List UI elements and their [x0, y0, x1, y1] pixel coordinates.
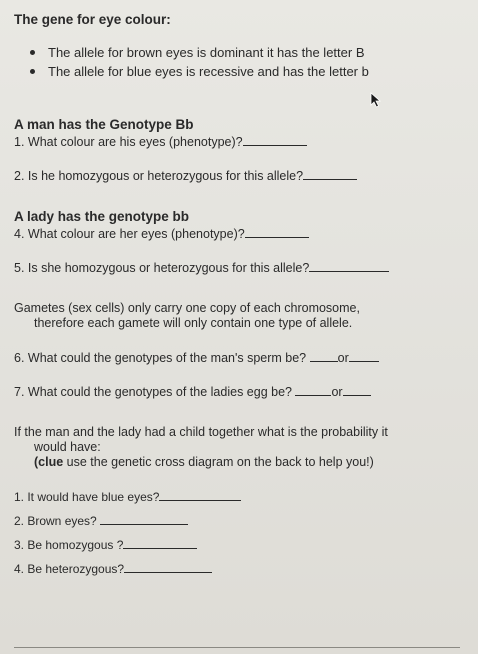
probability-intro-continued: would have: [34, 440, 101, 454]
question-5-text: 5. Is she homozygous or heterozygous for this allele? [14, 261, 310, 275]
allele-bullet-list [14, 45, 468, 79]
child-question-2-text: 2. Brown eyes? [14, 514, 101, 528]
clue-text: use the genetic cross diagram on the back to help you!) [63, 455, 374, 469]
child-question-4-blank[interactable] [124, 562, 212, 573]
clue-hint [14, 455, 468, 470]
bullet-text: The allele for blue eyes is recessive and has the letter b [48, 64, 369, 79]
page-bottom-rule [14, 647, 460, 648]
child-question-2 [14, 514, 468, 528]
question-6-or: or [337, 351, 349, 365]
question-7-or: or [331, 385, 343, 399]
question-7-text: 7. What could the genotypes of the ladies egg be? [14, 385, 296, 399]
question-2-text: 2. Is he homozygous or heterozygous for this allele? [14, 169, 304, 183]
bullet-dot-icon [30, 69, 35, 74]
probability-intro: If the man and the lady had a child together what is the probability it [14, 425, 388, 439]
question-7 [14, 385, 468, 399]
child-question-1-blank[interactable] [159, 490, 241, 501]
child-question-1 [14, 490, 468, 504]
child-question-2-blank[interactable] [100, 514, 188, 525]
gametes-info: Gametes (sex cells) only carry one copy of each chromosome, [14, 301, 360, 315]
question-1-answer-blank[interactable] [243, 135, 307, 146]
child-question-3 [14, 538, 468, 552]
gametes-info-continued: therefore each gamete will only contain one type of allele. [34, 316, 353, 330]
child-question-3-text: 3. Be homozygous ? [14, 538, 124, 552]
clue-label: (clue [34, 455, 64, 469]
mouse-pointer-icon [370, 92, 382, 108]
worksheet-title: The gene for eye colour: [14, 12, 171, 27]
bullet-text: The allele for brown eyes is dominant it has the letter B [48, 45, 365, 60]
question-6-answer-blank-1[interactable] [310, 351, 338, 362]
bullet-dot-icon [30, 50, 35, 55]
question-5 [14, 261, 468, 275]
bullet-dominant-allele [30, 45, 468, 60]
question-2 [14, 169, 468, 183]
child-question-1-text: 1. It would have blue eyes? [14, 490, 160, 504]
question-4-text: 4. What colour are her eyes (phenotype)? [14, 227, 245, 241]
question-6-text: 6. What could the genotypes of the man's sperm be? [14, 351, 310, 365]
man-genotype-heading: A man has the Genotype Bb [14, 117, 194, 132]
question-1-text: 1. What colour are his eyes (phenotype)? [14, 135, 243, 149]
question-6 [14, 351, 468, 365]
question-5-answer-blank[interactable] [309, 261, 389, 272]
question-2-answer-blank[interactable] [303, 169, 357, 180]
child-question-4-text: 4. Be heterozygous? [14, 562, 125, 576]
child-question-4 [14, 562, 468, 576]
question-1 [14, 135, 468, 149]
question-4-answer-blank[interactable] [245, 227, 309, 238]
question-4 [14, 227, 468, 241]
question-7-answer-blank-1[interactable] [295, 385, 331, 396]
lady-genotype-heading: A lady has the genotype bb [14, 209, 190, 224]
question-6-answer-blank-2[interactable] [349, 351, 379, 362]
question-7-answer-blank-2[interactable] [343, 385, 371, 396]
child-question-3-blank[interactable] [123, 538, 197, 549]
bullet-recessive-allele [30, 64, 468, 79]
